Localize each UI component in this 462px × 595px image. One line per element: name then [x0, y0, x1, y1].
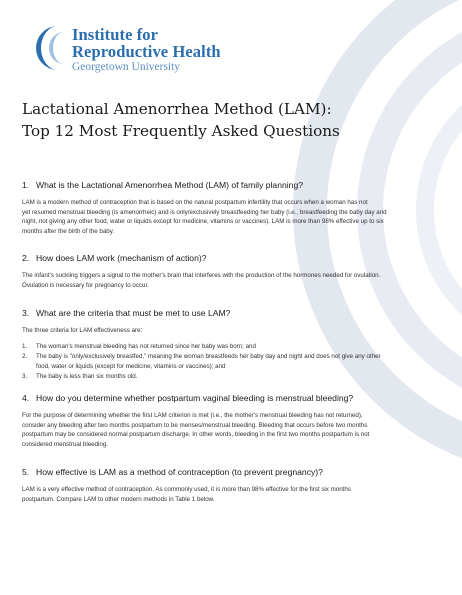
question-text: How does LAM work (mechanism of action)? [36, 253, 207, 263]
criteria-item [22, 342, 440, 352]
answer-paragraph [22, 411, 440, 449]
answer-paragraph [22, 198, 440, 236]
faq-section-2 [22, 252, 440, 290]
question-heading [22, 392, 440, 404]
question-heading [22, 307, 440, 319]
faq-section-3 [22, 307, 440, 382]
question-number: 5. [22, 467, 30, 477]
institute-logo[interactable] [28, 22, 268, 78]
answer-line: postpartum may be considered normal postpartum discharge. In other words, bleeding in the first two months postpartum is not [22, 431, 370, 439]
title-line-1: Lactational Amenorrhea Method (LAM): [22, 100, 332, 118]
answer-line: postpartum. Compare LAM to other modern methods in Table 1 below. [22, 495, 215, 503]
criteria-item [22, 352, 440, 371]
answer-line: Ovulation is necessary for pregnancy to occur. [22, 281, 149, 289]
faq-section-1 [22, 179, 440, 236]
criteria-number: 1. [22, 342, 28, 350]
criteria-number: 3. [22, 373, 28, 381]
answer-line: months after the birth of the baby. [22, 227, 115, 235]
answer-line: The three criteria for LAM effectiveness are: [22, 327, 143, 334]
answer-line: yet resumed menstrual bleeding (is amenorrheic) and is only/exclusively breastfeeding her baby (i.e., breastfeeding the baby day and [22, 208, 387, 216]
answer-paragraph [22, 326, 440, 336]
answer-line: consider any bleeding after two months postpartum to be menses/menstrual bleeding. Bleeding that occurs before two months [22, 421, 368, 429]
faq-section-5 [22, 466, 440, 504]
logo-line-university: Georgetown University [72, 61, 181, 73]
criteria-number: 2. [22, 353, 28, 361]
question-number: 4. [22, 393, 30, 403]
criteria-line: The baby is less than six months old. [36, 373, 138, 381]
criteria-item [22, 372, 440, 382]
answer-line: For the purpose of determining whether the first LAM criterion is met (i.e., the mother's menstrual bleeding has not returned), [22, 412, 363, 419]
logo-line-institute: Institute for [72, 25, 159, 44]
answer-line: considered menstrual bleeding. [22, 440, 108, 448]
answer-line: LAM is a very effective method of contraception. As commonly used, it is more than 98% effective for the first six months [22, 486, 351, 493]
answer-paragraph [22, 485, 440, 504]
question-text: How do you determine whether postpartum vaginal bleeding is menstrual bleeding? [36, 393, 354, 403]
question-number: 1. [22, 180, 30, 190]
answer-line: LAM is a modern method of contraception that is based on the natural postpartum infertility that occurs when a woman has not [22, 199, 368, 206]
criteria-line: The woman's menstrual bleeding has not returned since her baby was born; and [36, 342, 256, 350]
faq-section-4 [22, 392, 440, 449]
logo-line-reproductive-health: Reproductive Health [72, 42, 221, 61]
answer-paragraph [22, 271, 440, 290]
logo-text [72, 26, 221, 74]
question-number: 2. [22, 253, 30, 263]
question-text: How effective is LAM as a method of contraception (to prevent pregnancy)? [36, 467, 323, 477]
question-heading [22, 252, 440, 264]
criteria-list [22, 342, 440, 382]
criteria-line: The baby is "only/exclusively breastfed," meaning the woman breastfeeds her baby day and night and does not give any other [36, 353, 381, 361]
question-heading [22, 179, 440, 191]
question-heading [22, 466, 440, 478]
question-text: What are the criteria that must be met to use LAM? [36, 308, 231, 318]
logo-crescent-icon [28, 22, 74, 74]
answer-line: night, not giving any other food, water or liquids except for medicine, vitamins or vaccines). LAM is more than 98% effective up to six [22, 218, 384, 226]
criteria-line: food, water or liquids (except for medicine, vitamins or vaccines); and [36, 362, 226, 370]
question-number: 3. [22, 308, 30, 318]
title-line-2: Top 12 Most Frequently Asked Questions [22, 122, 340, 140]
answer-line: The infant's suckling triggers a signal to the mother's brain that interferes with the production of the hormones needed for ovulation. [22, 272, 381, 279]
document-title [22, 98, 422, 142]
question-text: What is the Lactational Amenorrhea Method (LAM) of family planning? [36, 180, 304, 190]
